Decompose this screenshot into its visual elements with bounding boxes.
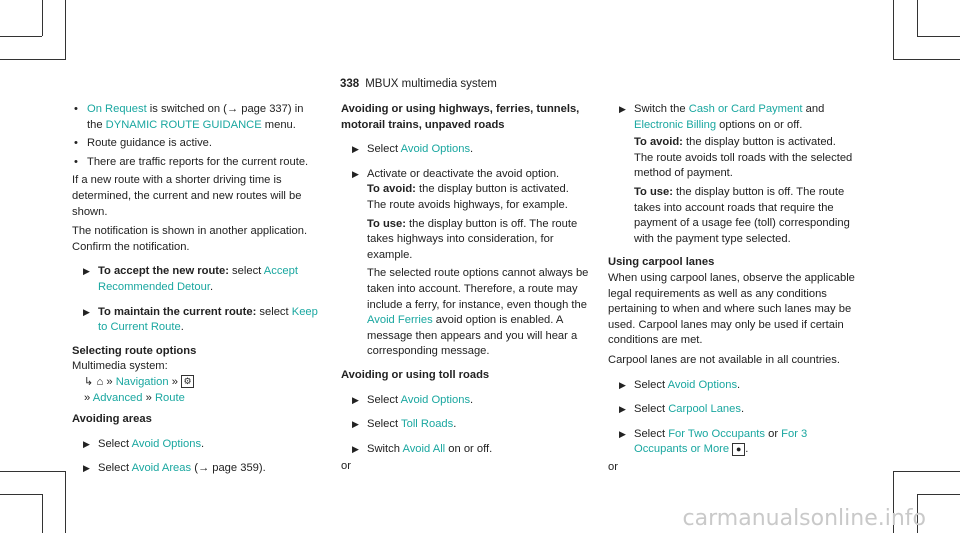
double-arrow-icon: » <box>84 391 91 404</box>
text: page 337) in the <box>87 103 304 131</box>
menu-ref: For 3 Occupants or More <box>634 427 808 456</box>
section-heading: Using carpool lanes <box>608 256 715 269</box>
text: the display button is activated. The route avoids toll roads with the selected method of payment. <box>634 136 853 180</box>
menu-path <box>72 375 322 391</box>
step <box>341 167 591 360</box>
list-item <box>72 102 322 133</box>
crop-mark <box>893 59 960 60</box>
text: page 359). <box>209 462 266 475</box>
return-arrow-icon: ↳ <box>84 375 94 388</box>
step <box>608 402 858 418</box>
section-heading: Selecting route options <box>72 344 197 357</box>
menu-ref: On Request <box>87 103 147 115</box>
crop-mark <box>0 36 42 37</box>
text: options on or off. <box>716 118 803 131</box>
menu-ref: Cash or Card Payment <box>688 103 803 115</box>
text: is switched on ( <box>146 103 227 115</box>
list-item: • Route guidance is active. <box>72 136 322 152</box>
paragraph: Multimedia system: <box>72 360 168 373</box>
menu-ref: For Two Occupants <box>668 427 765 440</box>
crop-mark <box>893 0 894 60</box>
crop-mark <box>917 36 960 37</box>
paragraph <box>367 182 591 213</box>
text: . <box>745 443 749 456</box>
label: To maintain the current route: <box>98 305 257 318</box>
text: Select <box>367 418 401 431</box>
text: Activate or deactivate the avoid option. <box>367 167 560 180</box>
text: Select <box>367 393 401 406</box>
step-arrow-icon: ▶ <box>83 266 90 277</box>
step-accept <box>72 264 322 295</box>
text: Select <box>98 437 132 450</box>
or-text: or <box>341 460 351 473</box>
menu-ref: Avoid Areas <box>131 462 192 475</box>
crop-mark <box>0 59 65 60</box>
double-arrow-icon: » <box>171 375 178 388</box>
text: select <box>228 265 264 278</box>
step-arrow-icon: ▶ <box>619 428 626 439</box>
menu-ref: Toll Roads <box>401 418 454 431</box>
step-keep <box>72 305 322 336</box>
home-icon: ⌂ <box>96 375 104 388</box>
menu-ref: Route <box>154 391 185 404</box>
menu-ref: Avoid Ferries <box>367 314 433 327</box>
text: or <box>765 427 782 440</box>
step-arrow-icon: ▶ <box>352 443 359 454</box>
crop-mark <box>42 0 43 36</box>
radio-selected-icon: ● <box>732 443 745 456</box>
column-3 <box>608 102 858 475</box>
or-text: or <box>608 460 618 473</box>
paragraph: The notification is shown in another application. Confirm the notification. <box>72 225 308 253</box>
step <box>608 427 858 458</box>
menu-ref: Avoid All <box>402 442 446 455</box>
menu-ref: Keep to Current Route <box>98 305 318 334</box>
arrow-icon: → <box>226 103 239 115</box>
step-arrow-icon: ▶ <box>619 404 626 415</box>
text: . <box>201 437 205 450</box>
page-header <box>340 77 497 93</box>
crop-mark <box>917 494 960 495</box>
label: To use: <box>634 185 673 198</box>
text: select <box>256 305 292 318</box>
page-title: MBUX multimedia system <box>365 78 497 90</box>
label: To use: <box>367 217 406 230</box>
text: . <box>470 393 474 406</box>
column-1 <box>72 102 322 485</box>
step <box>341 417 591 433</box>
text: the display button is off. The route takes highways into consideration, for example. <box>367 217 578 261</box>
text: and <box>802 103 825 115</box>
menu-ref: Electronic Billing <box>634 118 717 131</box>
step-arrow-icon: ▶ <box>352 419 359 430</box>
text: . <box>737 378 741 391</box>
text: . <box>453 418 457 431</box>
text: The selected route options cannot always be taken into account. Therefore, a route may include a ferry, for instance, even though the <box>367 267 589 311</box>
crop-mark <box>0 471 65 472</box>
list-item: • There are traffic reports for the current route. <box>72 155 322 171</box>
crop-mark <box>917 0 918 36</box>
text: Select <box>634 427 669 440</box>
paragraph <box>367 217 591 264</box>
text: Select <box>98 462 132 475</box>
text: the display button is off. The route takes into account roads that require the payment of a usage fee (toll) corresponding with the payment type selected. <box>634 185 850 245</box>
text: on or off. <box>445 442 493 455</box>
paragraph <box>367 266 591 360</box>
text: Switch the <box>634 103 689 115</box>
menu-ref: Accept Recommended Detour <box>98 265 298 293</box>
step-arrow-icon: ▶ <box>83 463 90 474</box>
step <box>341 442 591 458</box>
crop-mark <box>65 14 66 60</box>
text: Select <box>634 378 668 391</box>
section-heading: Avoiding or using toll roads <box>341 368 490 381</box>
label: To avoid: <box>634 136 683 149</box>
step <box>72 461 322 477</box>
menu-ref: Navigation <box>115 375 169 388</box>
text: menu. <box>261 118 296 131</box>
column-2 <box>341 102 591 475</box>
text: . <box>470 143 474 156</box>
text: . <box>180 321 184 334</box>
paragraph <box>634 185 858 247</box>
crop-mark <box>0 494 42 495</box>
text: . <box>209 280 214 293</box>
step <box>341 393 591 409</box>
crop-mark <box>65 0 66 14</box>
step-arrow-icon: ▶ <box>619 379 626 390</box>
paragraph: If a new route with a shorter driving time is determined, the current and new routes will be shown. <box>72 174 302 218</box>
step <box>608 378 858 394</box>
menu-path <box>72 391 322 407</box>
step-arrow-icon: ▶ <box>619 104 626 114</box>
crop-mark <box>42 494 43 533</box>
paragraph: Carpool lanes are not available in all countries. <box>608 353 840 366</box>
crop-mark <box>65 471 66 533</box>
paragraph <box>634 135 858 182</box>
text: . <box>740 403 745 416</box>
text: Switch <box>367 442 403 455</box>
label: To avoid: <box>367 183 416 196</box>
step <box>341 142 591 158</box>
section-heading: Avoiding areas <box>72 413 152 426</box>
step-arrow-icon: ▶ <box>83 306 90 317</box>
crop-mark <box>893 471 960 472</box>
double-arrow-icon: » <box>106 375 113 388</box>
step <box>72 437 322 453</box>
menu-ref: DYNAMIC ROUTE GUIDANCE <box>105 118 262 131</box>
menu-ref: Avoid Options <box>667 378 738 391</box>
settings-icon: ⚙ <box>181 375 194 388</box>
text: ( <box>191 462 198 475</box>
step-arrow-icon: ▶ <box>83 438 90 449</box>
menu-ref: Carpool Lanes <box>668 403 741 416</box>
step <box>608 102 858 247</box>
text: Select <box>634 403 669 416</box>
step-arrow-icon: ▶ <box>352 394 359 405</box>
page-number: 338 <box>340 78 360 90</box>
step-arrow-icon: ▶ <box>352 168 359 179</box>
menu-ref: Advanced <box>92 391 143 404</box>
label: To accept the new route: <box>98 265 229 278</box>
step-arrow-icon: ▶ <box>352 144 359 155</box>
text: Select <box>367 143 401 156</box>
menu-ref: Avoid Options <box>400 393 471 406</box>
section-heading: Avoiding or using highways, ferries, tunnels, motorail trains, unpaved roads <box>341 103 580 131</box>
menu-ref: Avoid Options <box>131 437 202 450</box>
menu-ref: Avoid Options <box>400 143 471 156</box>
text: the display button is activated. The route avoids highways, for example. <box>367 183 569 211</box>
text: avoid option is enabled. A message then appears and you will hear a corresponding message. <box>367 314 578 358</box>
double-arrow-icon: » <box>145 391 152 404</box>
watermark: carmanualsonline.info <box>682 506 926 532</box>
arrow-icon: → <box>197 462 210 475</box>
paragraph <box>634 102 858 133</box>
paragraph: When using carpool lanes, observe the applicable legal requirements as well as any conditions pertaining to when and where such lanes may be used. Carpool lanes may only be used if certain conditions are met. <box>608 271 855 347</box>
